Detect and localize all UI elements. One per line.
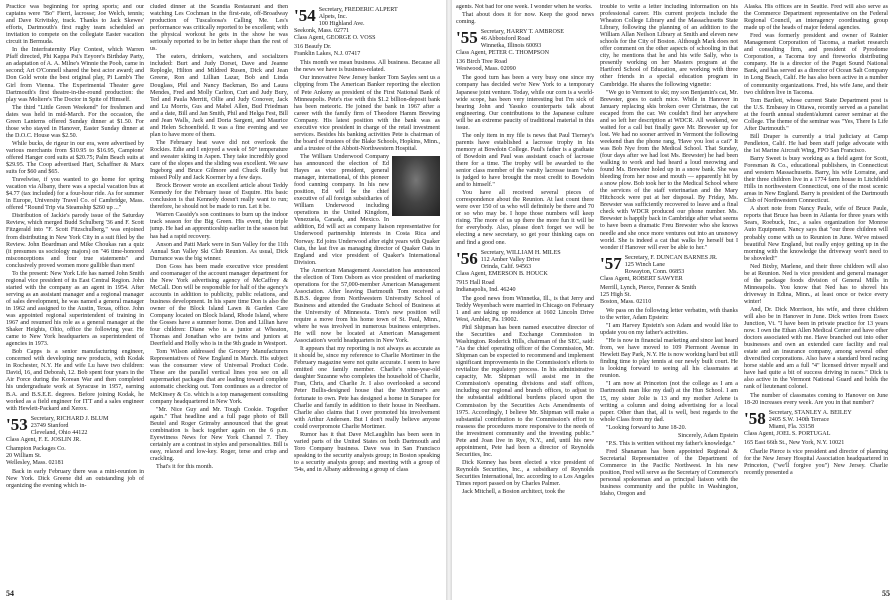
address-line: Seekonk, Mass. 02771 [294, 28, 350, 35]
address-line: 112 Amber Valley Drive [480, 256, 541, 263]
address-line: 316 Beaufy Dr. [294, 44, 332, 51]
address-line: 23749 Stanford [30, 422, 69, 429]
paragraph: Brock Brower wrote an excellent article about Teddy Kennedy for the February issue of Esquire. His basic conclusion is that Kennedy doesn't really want to run; therefore, he should not be made to run. Let it be. [150, 183, 288, 211]
paragraph: "Mr. Nice Guy and Mr. Tough Cookie. Together again." That headline and a full page photo of Bill Beutel and Roger Grimsby announced that the great combination is back together again on the 6 p.m. Eyewitness News for New York Channel 7. They certainly are a contrast in styles and personalities. Bill is easy, relaxed and low-key. Roger, terse and crisp and crackling. [150, 406, 288, 462]
paragraph: Fred Shanaman has been appointed Regional & Secretarial Representative of the Department of Commerce in the Pacific Northwest. In his new position, Fred will serve as the Secretary of Commerce's personal spokesman and as principal liaison with the business community and the public in Washington, Idaho, Oregon and [600, 448, 738, 498]
paragraph: The February heat wave did not overlook the Rockies. Edie and I enjoyed a week of 50° temperature and sweater skiing in Aspen. They take incredibly good care of the slopes and the sliding was excellent. We saw Ingeborg and Bruce Gilmore and Chuck Reilly but missed Polly and Jack Koerner by a few days. [150, 139, 288, 182]
address-line: 100 Highland Ave. [318, 21, 365, 28]
paragraph: agents. Not bad for one week. I wonder when he works. [456, 4, 593, 10]
paragraph: That's it for this month. [156, 464, 214, 470]
paragraph: Jack Mitchell, a Boston architect, took the [462, 489, 565, 496]
paragraph: Dick Kenney has been elected a vice president of Reynolds Securities, Inc., a subsidiary of Reynolds Securities International, Inc. according to a Los Angeles Times report passed on by Charles Palmer. [456, 459, 594, 488]
secretary-line: Secretary, FREDERIC ALPERT [318, 7, 398, 13]
paragraph: Charlie Pierce is vice president and director of planning for the New Jersey Hospital Association headquartered in Princeton, ("we'll forgive you") New Jersey. Charlie recently presented a [744, 448, 888, 476]
agent-line: Class Agent, EMERSON B. HOUCK [456, 270, 548, 277]
address-line: Wellesley, Mass. 02181 [6, 459, 64, 466]
agent-line: Class Agent, ROBERT SAWYER [600, 275, 683, 282]
address-line: Orinda, Calif. 94563 [480, 263, 532, 270]
right-page [452, 0, 896, 600]
paragraph: Tom Wilson addressed the Grocery Manufacturers Representatives of New England in March. His subject was the consumer view of Universal Product Code. These are the parallel vertical lines you see on all supermarket packages that are leading toward complete automatic checking out. Tom continues as a director of McKinsey & Co. which is a top management consulting company headquartered in New York. [150, 349, 288, 405]
secretary-line: Secretary, STANLEY A. BEILEY [768, 409, 852, 416]
address-line: 125 High St. [600, 291, 631, 298]
paragraph: "We go to Vermont to ski; my son Benjamin's cat, Mr. Brewster, goes to catch mice. While in Hanover in January replacing skis broken over Christmas, the cat escaped from the car. We couldn't find her anywhere and so left her description at WDCR. All weekend, we waited for a call but finally gave Mr. Brewster up for lost. We had no sooner arrived in Vermont the following weekend than the phone rang, 'Have you lost a cat?' It was Bob Nye from the Medical School. That Sunday, (four days after we had lost Ms. Brewster) he had been walking to work and had heard a loud meowing and found Ms. Brewster holed up in a snow bank. She was bleeding from her nose and mouth — apparently hit by a snow plow. Bob took her to the Medical School where the services of the staff veterinarian and the Mary Hitchcock were put at her disposal. By Friday, Ms. Brewster was sufficiently recovered to leave and a final check with WDCR produced our phone number. Ms. Brewster is happily back in Cambridge after what seems to have been a dramatic Freu Brewster who she knows needle and she once more ventures out into an unsnowy world. She is indeed a cat that walks by herself but I wonder if Hanover will ever be able to her." [600, 89, 738, 251]
paragraph: The good news from Winnetka, Ill., is that Jerry and Teddy Weyenbach were married in Chicago on February 1 and are taking up residence at 1602 Lincoln Drive West, Ambler, Pa. 19002. [456, 295, 594, 323]
paragraph: Tom Bartlett, whose current State Department post is the U.S. Embassy in Ottawa, recently served as a panelist at the fourth annual student/alumni career seminar at the College. The theme of the seminar was "Yes, There Is Life After Dartmouth." [744, 97, 888, 132]
paragraph: The only item in my file is news that Paul Tierney's parents have established a lacrosse trophy in his memory at Bowdoin College. Paul's father is a graduate of Bowdoin and Paul was assistant coach of lacrosse there for a time. The trophy will be awarded to the senior class member of the varsity lacrosse team "who is judged to have brought the most credit to Bowdoin and to himself." [456, 132, 594, 189]
paragraph: Anson and Patti Mark were in Sun Valley for the 11th Annual Sun Valley Ski Club Reunion. As usual, Dick Durrance was the big winner. [150, 241, 288, 262]
address-line: Merrill, Lynch, Pierce, Fenner & Smith [600, 284, 697, 291]
secretary-line: Secretary, F. DUNCAN BARNES JR. [624, 254, 718, 261]
paragraph: The number of classmates coming to Hanover on June 18-20 increases every week. Are you in that number? [744, 392, 888, 406]
address-line: 7915 Hall Road [456, 279, 495, 286]
agent-line: Class Agent, GEORGE O. VOSS [294, 35, 376, 42]
left-column-1 [6, 4, 144, 590]
paragraph: Practice was beginning for spring sports; and our captains were "Bo" Fierri, lacrosse; Joe Welch, tennis; and Dave Krivitsky, track. Thanks to Jack Skewes' efforts, Dartmouth's first rugby team scheduled an invitation to compete on the collegiate Easter vacation circuit in Bermuda. [6, 4, 144, 46]
right-column-1 [456, 4, 594, 590]
paragraph: The third "Little Green Weekend" for freshmen and dates was held in mid-March. For the occasion, the Green Lanterns offered Sunday dinner at $1.50. For those who stayed in Hanover, Easter Sunday dinner at the D.O.C. House was $2.50. [6, 104, 144, 139]
paragraph: Our innovative New Jersey banker Tom Sayles sent us a clipping from The American Banker reporting the election of Pete Ankeny as president of the First National Bank of Minneapolis. Pete's rise with this $1.2 billion-deposit bank has been meteoric. He joined the bank in 1967 after a career with the family firm of Theodore Hamm Brewing Company. His latest position with the bank was as executive vice president in charge of the retail investment services. Besides his banking activities Pete is chairman of the board of trustees of the Blake Schools, Hopkins, Minn., and a trustee of the Abbott-Northwestern Hospital. [294, 75, 440, 152]
left-page [0, 0, 446, 600]
secretary-line: Secretary, WILLIAM H. MILES [480, 249, 561, 256]
paragraph: Distribution of Jackie's parody issue of the Saturday Review, which merged Budd Schulberg '36 and F. Scott Fitzgerald into "F. Scott Fitzschulberg," was enjoined from distributing in New York City in a suit filed by the Review. John Boardman and Mike Choukas ran a quiz (it presumes us sociology majors) on "46 time-honored misconceptions and four true statements" and conclusively proved women more gullible than men! [6, 213, 144, 269]
paragraph: Don Goss has been made executive vice president and coomanager of the account manager department for the New York advertising agency of McCaffrey & McCall. Don will be responsible for half of the agency's accounts in addition to publicity, public relations, and business development. In his spare time Don is also the owner of the Block Island Lawn & Garden Care Company located on Block Island, Rhode Island, where the Gosses have a summer home. Don and Lillian have four children: Diane who is a junior at Wheaton, Thomas and Jonathan who are twins and juniors at Deerfield and Holly who is in the 9th grade in Westport. [150, 263, 288, 348]
paragraph: In the Interfraternity Play Contest, which Warren Pfaff directed, Phi Kappa Psi's Eeyore's Birthday Party, an adaptation of A. A. Milne's Winnie the Pooh, came in second; Art O'Connell shared the best actor award; and Don Gold wrote the best original play, Pi Lamb's The Girl from Vienna. The Experimental Theater gave Dartmouth's first theatre-in-the-round production: the play was Moliere's The Doctor in Spite of Himself. [6, 47, 144, 103]
address-line: Boston, Mass. 02110 [600, 298, 652, 305]
paragraph: "I am Harvey Epstein's son Adam and would like to update you on my father's activities. [600, 323, 738, 337]
address-line: Franklin Lakes, N.J. 07417 [294, 51, 361, 58]
paragraph: It appears that my reporting is not always as accurate as it should be, since my reference to Charlie Mortimer in the February magazine were not quite accurate. I seem to have omitted one family member. Charlie's nine-year-old daughter Suzanne who completes the household of Charlie, Fran, Chris, and Charlie Jr. I also overlooked a second Peter Bullis-designed house that the Mortimer's are fortunate to own. Pete has designed a home in Sunapee for Charlie and family in addition to their house in Needham. Charlie also claims that I over promoted his involvement with Arthur Andersen. But I don't really believe anyone could overpromote Charlie Mortimer. [294, 346, 440, 430]
page-number: 55 [882, 589, 890, 598]
address-line: Miami, Fla. 33158 [768, 423, 815, 430]
address-line: 20 William St. [6, 452, 42, 459]
paragraph: Fred was formerly president and owner of Rainier Management Corporation of Tacoma, a market research and consulting firm, and president of Pyrodome Corporation, a Tacoma toy and fireworks distributing company. He is a director of the Puget Sound National Bank, and has served as a director of Ocean Salt Company in Long Beach, Calif. He has also been active in a number of community organizations. Fred, his wife Jane, and their two children live in Tacoma. [744, 33, 888, 96]
address-line: 165 East 66th St., New York, N.Y. 10021 [744, 439, 845, 446]
address-line: 46 Abbotsford Road [480, 36, 531, 43]
paragraph: The good turn has been a very busy one since my company has decided we're New York to a temporary Japanese joint venture. Today, while our corn is a world-wide scope, has been very interesting but I'm sick of hearing John and Yasuko counterparts talk about engineering. Our contributions to the Japanese culture will be an extreme paucity of traditional material in this issue. [456, 75, 594, 131]
class-header-56 [456, 250, 594, 294]
right-column-3 [744, 4, 888, 590]
address-line: 136 Birch Tree Road [456, 59, 507, 66]
paragraph: We pass on the following letter verbatim, with thanks to the writer, Adam Epstein: [600, 307, 738, 322]
signature: Sincerely, Adam Epstein [677, 432, 738, 439]
paragraph: Bob Capps is a senior manufacturing engineer, concerned with developing new products, with Kodak in Rochester, N.Y. He and wife Lu have two children: David, 16, and Deborah, 12. Bob spent four years in the Air Force during the Korean War and then completed his undergraduate work at Syracuse in 1957, earning B.A. and B.S.E.E. degrees. Before joining Kodak, he worked as a field engineer for ITT and a sales engineer with Hewlett-Packard and Xerox. [6, 349, 144, 412]
address-line: Westwood, Mass. 02090 [456, 66, 516, 73]
class-header-58 [744, 410, 888, 447]
class-header-53 [6, 416, 144, 467]
paragraph: Back in early February there was a mini-reunion in New York. Dick Greene did an outstanding job of organizing the evening which in- [6, 469, 144, 490]
secretary-line: Secretary, RICHARD J. BLUM [30, 415, 109, 422]
address-line: Rowayton, Conn. 06853 [624, 268, 685, 275]
paragraph: To the present: New York Life has named John Smith regional vice president of its East Central Region. John started with the company as an agent in 1954. After serving as an assistant manager and a regional manager of sales development, he was named a general manager in 1962 and assigned to the Austin, Texas, office. John was appointed regional superintendent of training in 1967 and resumed his role as a general manager at the Shaker Heights, Ohio, office the following year. He came to New York headquarters as superintendent of agencies in 1973. [6, 270, 144, 348]
address-line: Alpets, Inc. [318, 14, 347, 21]
paragraph: And, Dr. Dick Morrison, his wife, and three children will also be in Hanover in June. Dick writes from Essex Junction, Vt. "I have been in private practice for 13 years now. I own the Ethan Allen Medical Center and have other doctors associated with me. Have branched out into other businesses and own an extended care facility and real estate and an insurance company, among several other diversified corporations. Also have a standard bred racing horse stable and am a full "4" licensed driver myself and have had quite a bit of success driving in races." Dick is also active in the Vermont National Guard and holds the rank of lieutenant colonel. [744, 306, 888, 391]
paragraph: A short note from Nancy Paule, wife of Bruce Paule, reports that Bruce has been in Atlanta for three years with Sears, Roebuck, Inc., a sales organization for Monroe Auto Equipment. Nancy says that "our three children will probably come with us to Reunion in June. We've missed beautiful New England, but really enjoy getting up in the morning with the knowledge the driveway won't need to be shoveled!" [744, 206, 888, 262]
address-line: Champion Packages Co. [6, 445, 66, 452]
portrait-photo [392, 156, 440, 216]
paragraph: Ned Bixby, Marlene, and their three children will also be at Reunion. Ned is vice president and general manager of the package foods division of General Mills in Minneapolis. You know that Ned has to shovel his driveway in Edina, Minn., at least once or twice every winter! [744, 263, 888, 305]
left-column-3 [294, 4, 440, 590]
paragraph: Phil Shipman has been named executive director of the Securities and Exchange Commission in Washington. Roderick Hills, chairman of the SEC, said: "As the chief operating officer of the Commission, Mr. Shipman can be expected to recommend and implement significant improvements in the Commission's efforts to revitalize the regulatory process. In his administrative capacity, Mr. Shipman will assist me in the Commission's operating divisions and staff offices, including our regional and branch offices, to adjust to the substantial additional burdens placed upon the Commission by the Securities Acts Amendments of 1975. Accordingly, I believe Mr. Shipman will make a substantial contribution to the Commission's effort to reassess the procedures more responsive to the needs of the investment community and the investing public." Pete and Joan live in Rye, N.Y., and, until his new appointment, Pete had been a director of Reynolds Securities, Inc. [456, 325, 594, 458]
agent-line: Class Agent, JOEL S. PORTUGAL [744, 430, 831, 437]
paragraph: "P.S. This is written without my father's knowledge." [606, 440, 736, 447]
paragraph: "I am now at Princeton (not the college as I am a Dartmouth man like my dad) at the Hun School. I am 15, my sister Jolie is 13 and my mother Arlene is writing a column and doing advertising for a local paper. Other than that, all is well, best regards to the whole Class from my dad. [600, 381, 738, 423]
secretary-line: Secretary, HARRY T. AMBROSE [480, 29, 565, 36]
page-number: 54 [6, 589, 14, 598]
class-header-57 [600, 255, 738, 306]
paragraph: While bucks, de rigeur in our era, were advertised by various merchants from $10.95 to $16.95, Campions' offered Hanger cord suits at $20.75; Palm Beach suits at $29.95. The Coop advertised Hart, Schaffner & Marx suits for $60 and $65. [6, 140, 144, 176]
address-line: 2405 S.W. 140th Terrace [768, 416, 830, 423]
paragraph: Barry Sweet is busy working as a field agent for Scott, Foresman & Co., educational publishers, in Connecticut and western Massachusetts. Barry, his wife Lorraine, and their three children live in a 1774 farm house in Litchfield Hills in northwestern Connecticut, one of the most scenic areas in New England. Barry is president of the Dartmouth Club of Northwestern Connecticut. [744, 155, 888, 205]
paragraph: Travelwise, if you wanted to go home for spring vacation via Albany, there was a special vacation bus at $4.77 (tax included) for a four-hour ride. As for summer in Europe, University Travel Co. of Cambridge, Mass. offered "Round Trip via Steamship $260 up ..." [6, 177, 144, 212]
class-year: '56 [456, 248, 478, 268]
class-header-54 [294, 7, 440, 58]
address-line: Indianapolis, Ind. 46240 [456, 286, 516, 293]
class-year: '57 [600, 253, 622, 273]
paragraph: Bill Draper is currently a trial judiciary at Camp Pendleton, Calif. He had been staff judge advocate with the 1st Marine Aircraft Wing, FPO San Francisco. [744, 133, 888, 154]
class-year: '55 [456, 28, 478, 48]
class-year: '53 [6, 414, 28, 434]
address-line: Cleveland, Ohio 44122 [30, 429, 88, 436]
paragraph: Rumor has it that Dave McLaughlin has been seen in varied parts of the United States on both Dartmouth and Toro Company business. Dave was in San Francisco speaking to the security analysts group; in Boston speaking to a security analysts group; and meeting with a group of '54s, and in Albany addressing a group of class [294, 431, 440, 473]
class-year: '54 [294, 6, 316, 25]
left-column-2 [150, 4, 288, 590]
paragraph: You have all received several pieces of correspondence about the Reunion. At last count there were over 150 of us who will definitely be there and 70 or so who may be. I hope those numbers will keep rising. The more of us up there the more fun it will be for everybody. Also, please don't forget we will be electing a new secretary, so get your thinking caps on and find a good one. [456, 190, 594, 246]
paragraph: cluded dinner at the Scandia Restaurant and then watching Les Cochman in the first-rate, off-Broadway production of Tuscaloosa's Calling Me. Les's performance was critically reported to be excellent; with the physical workout he gets in the show he was seriously reported to be in better shape than the rest of us. [150, 4, 288, 53]
paragraph: The eaters, drinkers, watchers, and socializers included: Burt and Judy Dorset, Dave and Jeanne Replogle, Hilton and Mildred Rusen, Dick and Jean Greene, Ron and Lillian Lazar, Bob and Linda Douglass, Phil and Nancy Backman, Bo and Laura Mendes, Fred and Molly Carlton, Curt and Judy Bury, Ted and Paula Merritt, Ollie and Judy Conover, Jack and Lu Morris, Gus and Mabel Allen, Bud Friedman and a date, Bill and Jan Smith, Phil and Helga Fest, Bill and Jean Walls, Jack and Doria Sargent, and Maurice and Helen Schoenfield. It was a fine evening and we plan to have more of them. [150, 54, 288, 138]
class-year: '58 [744, 408, 766, 428]
agent-line: Class Agent, PETER C. THOMPSON [456, 50, 549, 57]
agent-line: Class Agent, F. E. JOSLIN JR. [6, 436, 81, 443]
paragraph: Alaska. His offices are in Seattle. Fred will also serve as the Commerce Department representative on the Federal Regional Council, an interagency coordinating group made up of the heads of major federal agencies. [744, 4, 888, 32]
paragraph: Warren Cassidy's son continues to burn up the indoor track season for the Big Green. His event, the triple jump. He had an apprenticeship earlier in the season but has had a rapid recovery. [150, 212, 288, 240]
paragraph: The American Management Association has announced the election of Tom Osborn as vice president of marketing operations for the 57,000-member American Management Association. After leaving Dartmouth Tom received a B.B.S. degree from Northwestern University School of Business and attended the Graduate School of Business at the University of Minnesota. Tom's new position will require a move from his home town of St. Paul, Minn., where he was involved in numerous business enterprises. He will now be located at American Management Association's world headquarters in New York. [294, 267, 440, 345]
paragraph: "He is now in financial marketing and since last heard from, we have moved to 109 Piermont Avenue in Hewlett Bay Park, N.Y. He is now working hard but still finding time to play tennis at our newly built court. He is looking forward to seeing all his classmates at reunion. [600, 338, 738, 380]
paragraph: trouble to write a letter including information on his professional career. His current projects include the Wheaton College Library and the Massachusetts State Library, following the planning of an addition to the William Allan Neilson Library at Smith and eleven new schools for the City of Boston. Although Mark does not offer comment on the other aspects of schooling in that city, he mentions that he and his wife Sally, who is presently working on her Masters program at the Hartford School of Education, are working with three other friends in a special education program in Cambridge. He shares the following vignette: [600, 4, 738, 88]
address-line: 125 Winch Lane [624, 261, 665, 268]
paragraph: "Looking forward to June 18-20. [606, 424, 687, 431]
paragraph: That about does it for now. Keep the good news coming. [456, 12, 594, 26]
paragraph: This month we mean business. All business. Because all the news we have is business-related. [294, 60, 440, 74]
address-line: Winnetka, Illinois 60093 [480, 43, 542, 50]
class-header-55 [456, 29, 594, 73]
right-column-2 [600, 4, 738, 590]
paragraph: The William Underwood Company has announced the election of Ed Hayes as vice president, general manager, international, of this pioneer food canning company. In his new position, Ed will be the chief executive of all foreign subsidiaries of William Underwood including operations in the United Kingdom, Venezuela, Canada, and Mexico. In addition, Ed will act as company liaison representative for Underwood partnership interests in Costa Rica and Norway. Ed joins Underwood after eight years with Quaker Oats, the last five as managing director of Quaker Oats in England and vice president of Quaker's International Division. [294, 153, 440, 266]
